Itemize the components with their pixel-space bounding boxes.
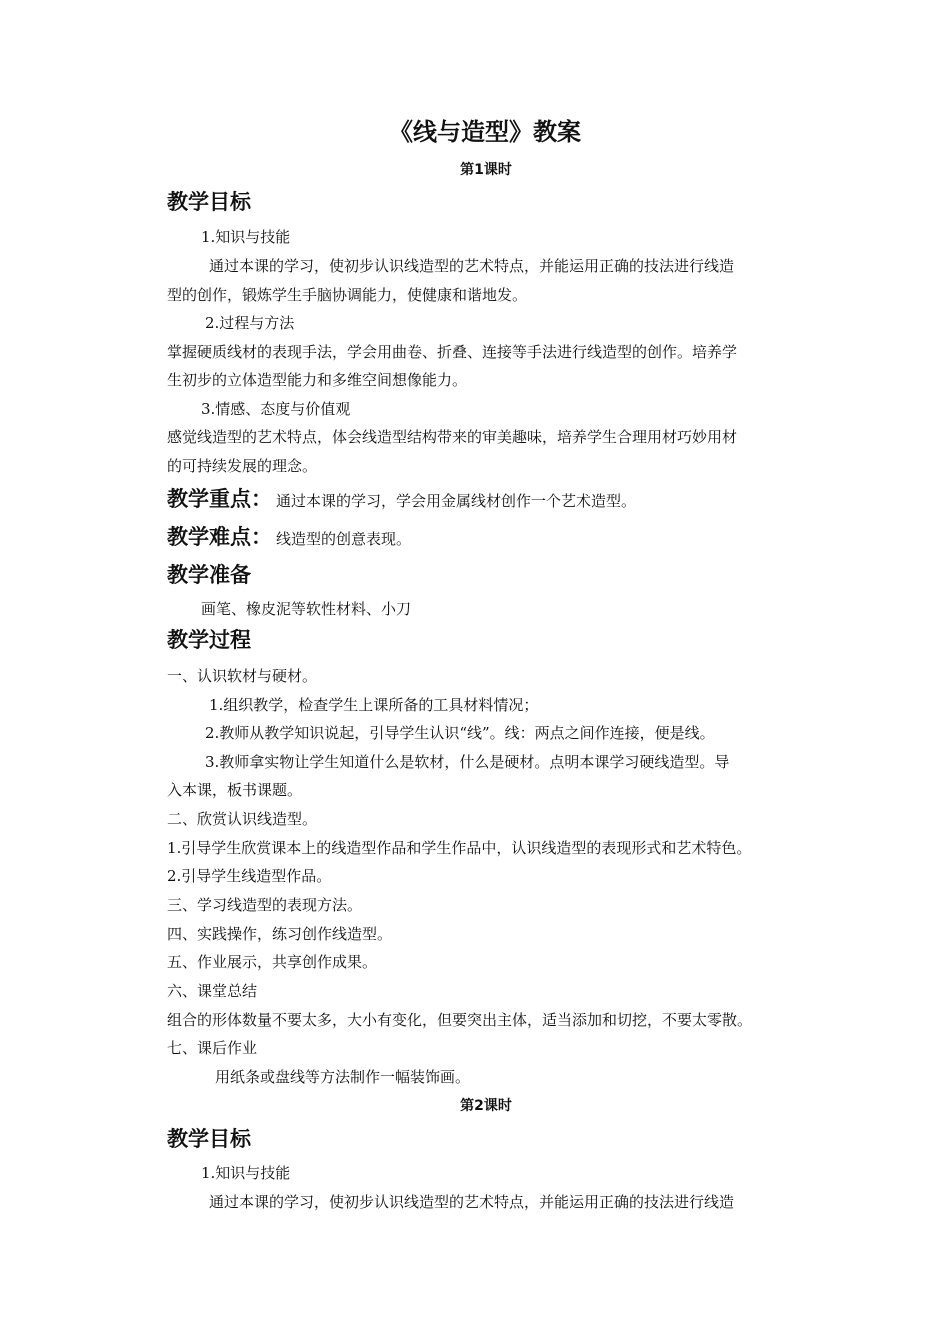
goal-3-title: 3.情感、态度与价值观 xyxy=(201,400,351,418)
lesson-1-goals-heading: 教学目标 xyxy=(167,190,251,214)
goal-2-text-line-2: 生初步的立体造型能力和多维空间想像能力。 xyxy=(167,371,468,389)
key-point-row xyxy=(167,485,636,515)
step-1-item-2: 2.教师从教学知识说起，引导学生认识“线”。线：两点之间作连接，便是线。 xyxy=(205,724,715,742)
process-heading: 教学过程 xyxy=(167,628,251,652)
step-1-item-1: 1.组织教学，检查学生上课所备的工具材料情况； xyxy=(209,696,539,714)
goal-3-text-line-1: 感觉线造型的艺术特点，体会线造型结构带来的审美趣味，培养学生合理用材巧妙用材 xyxy=(167,428,738,446)
step-1-item-3-line-1: 3.教师拿实物让学生知道什么是软材，什么是硬材。点明本课学习硬线造型。导 xyxy=(205,753,730,771)
lesson-2-goals-heading: 教学目标 xyxy=(167,1127,251,1151)
key-point-text: 通过本课的学习，学会用金属线材创作一个艺术造型。 xyxy=(276,492,637,510)
step-5: 五、作业展示，共享创作成果。 xyxy=(167,953,378,971)
lesson-2-goal-1-text-line-1: 通过本课的学习，使初步认识线造型的艺术特点，并能运用正确的技法进行线造 xyxy=(209,1193,735,1211)
goal-3-text-line-2: 的可持续发展的理念。 xyxy=(167,457,318,475)
prep-heading: 教学准备 xyxy=(167,563,251,587)
lesson-1-label: 第1课时 xyxy=(460,162,512,178)
step-2: 二、欣赏认识线造型。 xyxy=(167,810,318,828)
prep-text: 画笔、橡皮泥等软性材料、小刀 xyxy=(201,600,412,618)
lesson-2-label: 第2课时 xyxy=(460,1098,512,1114)
step-1-item-3-line-2: 入本课，板书课题。 xyxy=(167,781,303,799)
step-6-text: 组合的形体数量不要太多，大小有变化，但要突出主体，适当添加和切挖，不要太零散。 xyxy=(167,1011,753,1029)
lesson-2-goal-1-title: 1.知识与技能 xyxy=(201,1164,291,1182)
goal-2-text-line-1: 掌握硬质线材的表现手法，学会用曲卷、折叠、连接等手法进行线造型的创作。培养学 xyxy=(167,343,738,361)
step-7: 七、课后作业 xyxy=(167,1039,258,1057)
step-4: 四、实践操作，练习创作线造型。 xyxy=(167,925,393,943)
difficulty-row xyxy=(167,523,411,553)
document-title: 《线与造型》教案 xyxy=(389,118,581,146)
step-3: 三、学习线造型的表现方法。 xyxy=(167,896,363,914)
goal-1-text-line-1: 通过本课的学习，使初步认识线造型的艺术特点，并能运用正确的技法进行线造 xyxy=(209,257,735,275)
step-7-text: 用纸条或盘线等方法制作一幅装饰画。 xyxy=(215,1068,471,1086)
goal-1-title: 1.知识与技能 xyxy=(201,228,291,246)
step-2-item-1: 1.引导学生欣赏课本上的线造型作品和学生作品中，认识线造型的表现形式和艺术特色。 xyxy=(167,839,752,857)
step-1: 一、认识软材与硬材。 xyxy=(167,667,318,685)
difficulty-heading: 教学难点： xyxy=(167,525,272,549)
step-6: 六、课堂总结 xyxy=(167,982,258,1000)
goal-1-text-line-2: 型的创作，锻炼学生手脑协调能力，使健康和谐地发。 xyxy=(167,286,528,304)
step-2-item-2: 2.引导学生线造型作品。 xyxy=(167,867,332,885)
difficulty-text: 线造型的创意表现。 xyxy=(276,530,412,548)
key-point-heading: 教学重点： xyxy=(167,487,272,511)
goal-2-title: 2.过程与方法 xyxy=(205,314,295,332)
